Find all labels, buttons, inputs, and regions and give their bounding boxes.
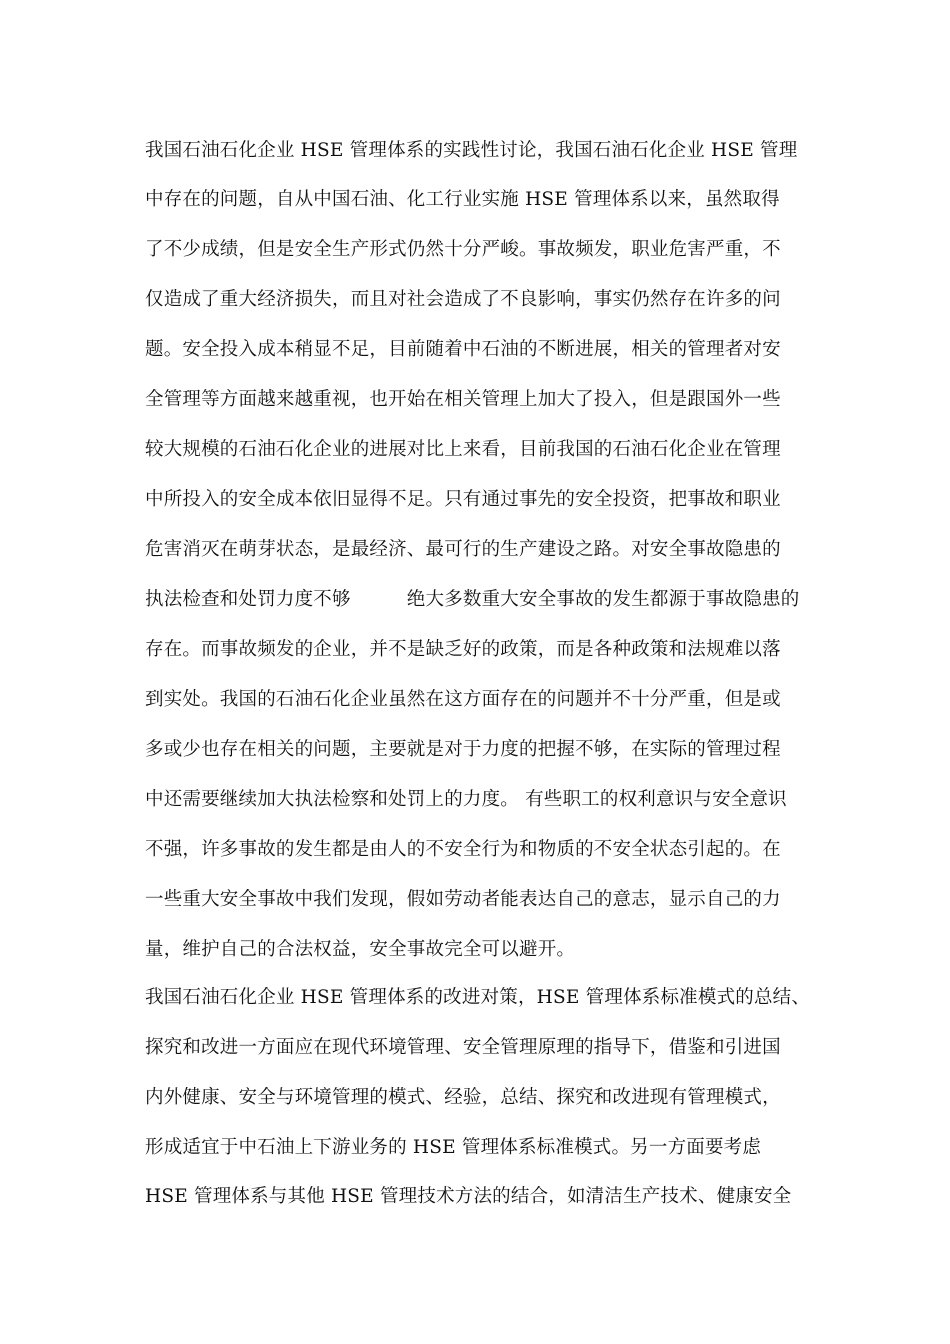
text-line: 探究和改进一方面应在现代环境管理、安全管理原理的指导下，借鉴和引进国 <box>145 1037 781 1058</box>
text-line: 我国石油石化企业 HSE 管理体系的改进对策，HSE 管理体系标准模式的总结、 <box>145 987 811 1008</box>
text-line: 执法检查和处罚力度不够 绝大多数重大安全事故的发生都源于事故隐患的 <box>145 589 800 610</box>
text-line: 全管理等方面越来越重视，也开始在相关管理上加大了投入，但是跟国外一些 <box>145 389 781 410</box>
text-line: 危害消灭在萌芽状态，是最经济、最可行的生产建设之路。对安全事故隐患的 <box>145 539 781 560</box>
text-line: 量，维护自己的合法权益，安全事故完全可以避开。 <box>145 939 576 960</box>
text-line: HSE 管理体系与其他 HSE 管理技术方法的结合，如清洁生产技术、健康安全 <box>145 1186 792 1207</box>
text-line: 了不少成绩，但是安全生产形式仍然十分严峻。事故频发，职业危害严重，不 <box>145 239 781 260</box>
text-line: 中还需要继续加大执法检察和处罚上的力度。 有些职工的权利意识与安全意识 <box>145 789 787 810</box>
text-line: 形成适宜于中石油上下游业务的 HSE 管理体系标准模式。另一方面要考虑 <box>145 1137 762 1158</box>
text-line: 我国石油石化企业 HSE 管理体系的实践性讨论，我国石油石化企业 HSE 管理 <box>145 140 798 161</box>
text-line: 中存在的问题，自从中国石油、化工行业实施 HSE 管理体系以来，虽然取得 <box>145 189 780 210</box>
text-line: 到实处。我国的石油石化企业虽然在这方面存在的问题并不十分严重，但是或 <box>145 689 781 710</box>
text-line: 存在。而事故频发的企业，并不是缺乏好的政策，而是各种政策和法规难以落 <box>145 639 781 660</box>
text-line: 内外健康、安全与环境管理的模式、经验，总结、探究和改进现有管理模式， <box>145 1087 781 1108</box>
text-line: 题。安全投入成本稍显不足，目前随着中石油的不断进展，相关的管理者对安 <box>145 339 781 360</box>
text-line: 不强，许多事故的发生都是由人的不安全行为和物质的不安全状态引起的。在 <box>145 839 781 860</box>
text-line: 多或少也存在相关的问题，主要就是对于力度的把握不够，在实际的管理过程 <box>145 739 781 760</box>
text-line: 仅造成了重大经济损失，而且对社会造成了不良影响，事实仍然存在许多的问 <box>145 289 781 310</box>
text-line: 一些重大安全事故中我们发现，假如劳动者能表达自己的意志，显示自己的力 <box>145 889 781 910</box>
text-line: 较大规模的石油石化企业的进展对比上来看，目前我国的石油石化企业在管理 <box>145 439 781 460</box>
text-line: 中所投入的安全成本依旧显得不足。只有通过事先的安全投资，把事故和职业 <box>145 489 781 510</box>
